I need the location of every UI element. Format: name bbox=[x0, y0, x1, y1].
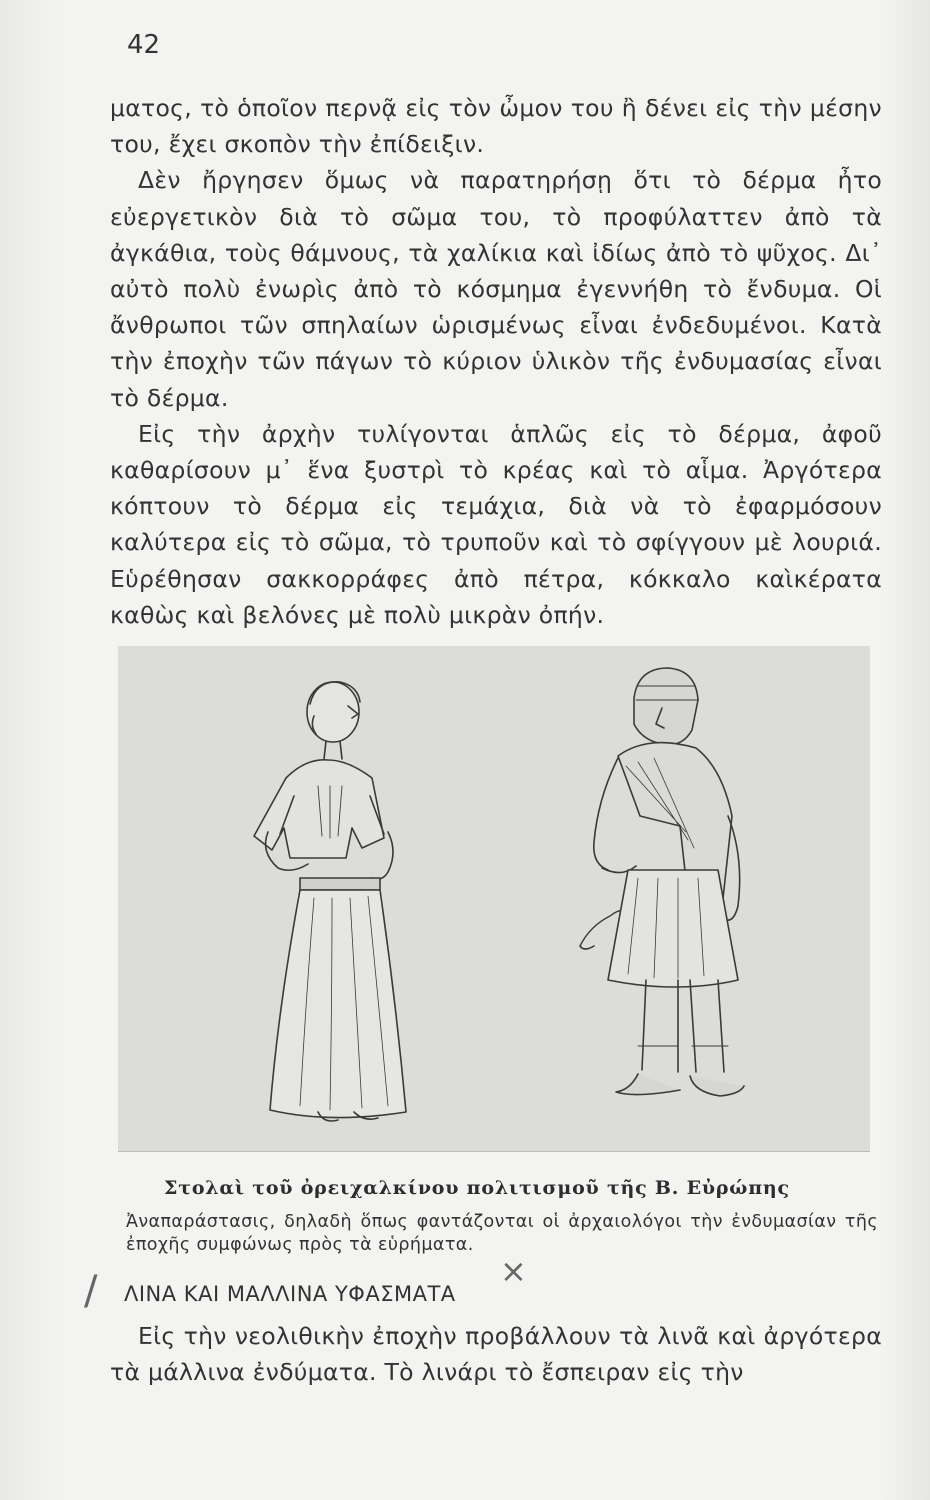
body-text-bottom bbox=[110, 1318, 882, 1390]
paragraph: ματος, τὸ ὁποῖον περνᾷ εἰς τὸν ὦμον του ἢ δένει εἰς τὴν μέσην του, ἔχει σκοπὸν τὴν ἐπίδειξιν. bbox=[110, 94, 882, 159]
body-text-top bbox=[110, 90, 882, 633]
man-figure bbox=[580, 668, 744, 1096]
woman-figure bbox=[254, 682, 406, 1121]
pencil-mark-icon: / bbox=[84, 1268, 98, 1314]
paragraph: Εἰς τὴν νεολιθικὴν ἐποχὴν προβάλλουν τὰ λινᾶ καὶ ἀργότερα τὰ μάλλινα ἐνδύματα. Τὸ λινάρι τὸ ἔσπειραν εἰς τὴν bbox=[110, 1322, 882, 1387]
page-number: 42 bbox=[127, 30, 161, 60]
costume-illustration bbox=[118, 646, 870, 1152]
section-heading: ΛΙΝΑ ΚΑΙ ΜΑΛΛΙΝΑ ΥΦΑΣΜΑΤΑ bbox=[124, 1282, 456, 1306]
costume-drawing bbox=[118, 646, 870, 1151]
pencil-mark-icon: × bbox=[500, 1252, 527, 1290]
figure-caption-description: Ἀναπαράστασις, δηλαδὴ ὅπως φαντάζονται οἱ ἀρχαιολόγοι τὴν ἐνδυμασίαν τῆς ἐποχῆς συμφώνως πρὸς τὰ εὑρήματα. bbox=[126, 1212, 878, 1255]
paragraph: Δὲν ἤργησεν ὅμως νὰ παρατηρήσῃ ὅτι τὸ δέρμα ἦτο εὐεργετικὸν διὰ τὸ σῶμα του, τὸ προφύλαττεν ἀπὸ τὰ ἀγκάθια, τοὺς θάμνους, τὰ χαλίκια καὶ ἰδίως ἀπὸ τὸ ψῦχος. Δι᾽ αὐτὸ πολὺ ἐνωρὶς ἀπὸ τὸ κόσμημα ἐγεννήθη τὸ ἔνδυμα. Οἱ ἄνθρωποι τῶν σπηλαίων ὡρισμένως εἶναι ἐνδεδυμένοι. Κατὰ τὴν ἐποχὴν τῶν πάγων τὸ κύριον ὑλικὸν τῆς ἐνδυμασίας εἶναι τὸ δέρμα. bbox=[110, 166, 882, 412]
paragraph: Εἰς τὴν ἀρχὴν τυλίγονται ἁπλῶς εἰς τὸ δέρμα, ἀφοῦ καθαρίσουν μ᾽ ἕνα ξυστρὶ τὸ κρέας καὶ τὸ αἷμα. Ἀργότερα κόπτουν τὸ δέρμα εἰς τεμάχια, διὰ νὰ τὸ ἐφαρμόσουν καλύτερα εἰς τὸ σῶμα, τὸ τρυποῦν καὶ τὸ σφίγγουν μὲ λουριά. Εὑρέθησαν σακκορράφες ἀπὸ πέτρα, κόκκαλο καὶκέρατα καθὼς καὶ βελόνες μὲ πολὺ μικρὰν ὀπήν. bbox=[110, 419, 882, 629]
figure-caption-title: Στολαὶ τοῦ ὀρειχαλκίνου πολιτισμοῦ τῆς Β. Εὐρώπης bbox=[164, 1177, 790, 1199]
